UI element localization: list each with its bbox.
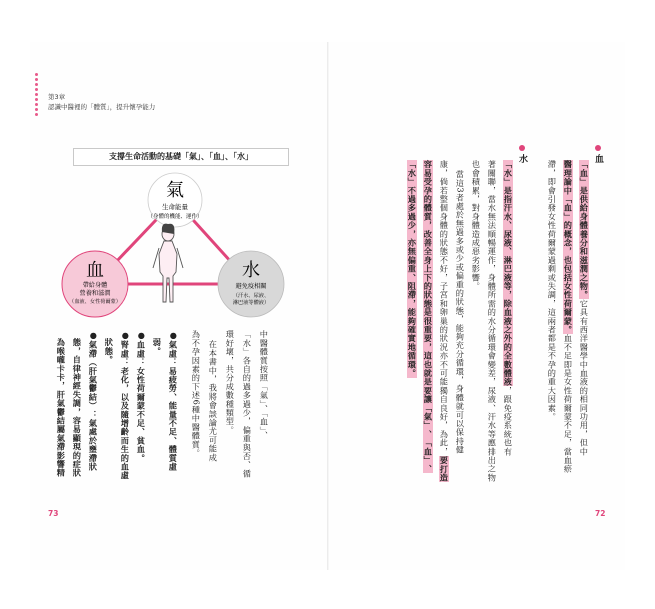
chapter-number: 第3章 [48, 93, 66, 101]
bullet-dot-icon [519, 145, 525, 151]
qi-label: 生命能量 [162, 203, 188, 211]
qi-blood-water-diagram [55, 172, 305, 322]
blood-char: 血 [86, 260, 104, 281]
bullet-4-cont: 態，自律神經失調，容易顯現的症狀 [72, 338, 83, 478]
water-para-col-6: 容易受孕的體質，改善全身上下的狀態是很重要，這也就是要讓「氣」、「血」、 [423, 160, 434, 474]
bullet-4-cont-2: 為喉嚨卡卡，肝氣鬱結屬氣滯影響精 [56, 338, 67, 478]
water-para-col-1: 「水」是指汗水、尿液、淋巴液等，除血液之外的全數體液，跟免疫系統也有 [503, 160, 514, 456]
qi-sub: （身體的機能、運作） [147, 214, 203, 220]
water-para-col-2: 著關聯，當水無法順暢運作，身體所需的水分循環會變差，尿液、汗水等應排出之物 [487, 160, 498, 482]
bullet-1-cont: 弱。 [152, 338, 163, 356]
left-col-1: 中醫體質按照「氣」、「血」、 [259, 330, 270, 440]
water-sub-1: （汗水、尿液、 [232, 293, 270, 299]
chapter-subtitle: 認識中醫裡的「體質」，提升懷孕能力 [48, 103, 156, 111]
blood-para-col-2: 醫理論中「血」的概念，也包括女性荷爾蒙。血不足即是女性荷爾蒙不足，當血瘀 [563, 160, 574, 474]
blood-label-2: 營養和滋潤 [79, 290, 111, 297]
blood-para-col-3: 滯，即會引發女性荷爾蒙過剩或失調，這兩者都是不孕的重大因素。 [547, 160, 558, 421]
water-para-col-5: 康，倘若整個身體的狀態不好，子宮和卵巢的狀況亦不可能獨自良好，為此，要打造 [439, 160, 450, 482]
left-col-3: 環好壞，共分成數種類型。 [225, 330, 236, 435]
bullet-3: ●腎虛：老化，以及隨增齡而生的血虛 [120, 330, 131, 480]
water-para-col-7: 「水」不過多過少，亦無偏重、阻滯，能夠確實地循環。 [407, 160, 418, 378]
bullet-dot-icon [595, 145, 601, 151]
chapter-header [48, 92, 155, 112]
diagram-title: 支撐生命活動的基礎「氣」、「血」、「水」 [73, 148, 289, 166]
left-page-number: 73 [48, 509, 59, 518]
left-col-2: 「水」各自的過多過少，偏重與否、循 [242, 330, 253, 478]
chapter-marker-dots [35, 73, 39, 116]
woman-figure-icon [153, 224, 183, 302]
water-para-col-3: 也會積累，對身體造成惡劣影響。 [471, 160, 482, 291]
bullet-3-cont: 狀態。 [104, 338, 115, 365]
left-col-5: 為不孕因素的下述6種中醫體質。 [191, 330, 202, 458]
right-page-number: 72 [595, 509, 606, 518]
blood-para-col-1: 「血」是供給身體養分和滋潤之物。它具有西洋醫學中血液的相同功用，但中 [579, 160, 590, 456]
water-section-heading: 水 [516, 145, 529, 163]
water-label: 避免疫相關 [235, 283, 267, 290]
bullet-1: ●氣虛：易疲勞、能量不足、體質虛 [168, 330, 179, 471]
water-para-col-4: 當這3者處於無過多或少或偏重的狀態，能夠充分循環，身體就可以保持健 [455, 170, 466, 455]
bullet-4: ●氣滯（肝氣鬱結）：氣處於壅滯狀 [88, 330, 99, 471]
water-sub-2: 淋巴液等體液） [232, 300, 270, 306]
left-col-4: 在本書中，我將會談論尤可能成 [208, 340, 219, 462]
blood-label-1: 帶給身體 [82, 282, 108, 289]
qi-char: 氣 [166, 180, 184, 201]
water-char: 水 [242, 260, 260, 281]
blood-section-heading: 血 [592, 145, 605, 163]
blood-sub: （血液、女性荷爾蒙） [69, 299, 121, 305]
bullet-2: ●血虛：女性荷爾蒙不足、貧血。 [136, 330, 147, 463]
book-gutter [327, 42, 329, 570]
